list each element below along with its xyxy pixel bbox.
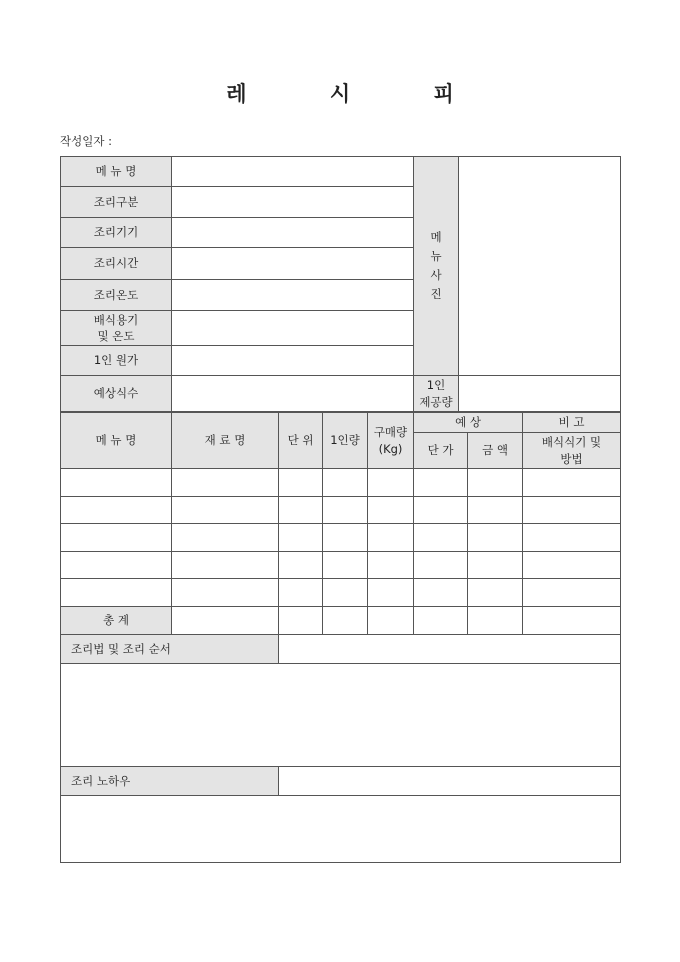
table-cell[interactable] [368,607,414,635]
table-cell[interactable] [323,607,368,635]
table-cell[interactable] [172,469,279,497]
table-cell[interactable] [279,469,323,497]
table-cell[interactable] [323,552,368,579]
menu-photo-area[interactable] [459,157,621,376]
cook-time-field[interactable] [172,248,414,280]
table-cell[interactable] [61,497,172,524]
table-cell[interactable] [61,552,172,579]
ing-header-amount: 금 액 [468,433,523,469]
table-cell[interactable] [414,607,468,635]
table-cell[interactable] [279,579,323,607]
table-cell[interactable] [279,497,323,524]
cook-temp-label: 조리온도 [61,280,172,311]
total-row [61,607,621,635]
table-cell[interactable] [323,497,368,524]
table-cell[interactable] [523,579,621,607]
table-row [61,524,621,552]
remarks-sub-line-2: 방법 [560,451,583,466]
table-cell[interactable] [279,552,323,579]
table-cell[interactable] [61,524,172,552]
ing-header-unit: 단 위 [279,413,323,469]
table-row [61,579,621,607]
table-cell[interactable] [61,469,172,497]
cook-tool-field[interactable] [172,218,414,248]
ingredient-table [60,412,621,635]
method-content-area[interactable] [61,664,621,767]
table-cell[interactable] [368,552,414,579]
portion-line-2: 제공량 [419,394,453,409]
table-row [61,497,621,524]
ing-header-remarks: 비 고 [523,413,621,433]
table-cell[interactable] [414,469,468,497]
cook-time-label: 조리시간 [61,248,172,280]
table-cell[interactable] [523,524,621,552]
table-cell[interactable] [368,469,414,497]
cook-temp-field[interactable] [172,280,414,311]
table-cell[interactable] [172,497,279,524]
remarks-sub-line-1: 배식식기 및 [541,435,602,450]
knowhow-label: 조리 노하우 [61,767,279,796]
total-label: 총 계 [61,607,172,635]
page-title: 레 시 피 [226,81,492,106]
table-cell[interactable] [414,497,468,524]
cook-type-label: 조리구분 [61,187,172,218]
serve-vessel-line-2: 및 온도 [97,329,135,343]
serve-vessel-field[interactable] [172,311,414,346]
table-cell[interactable] [368,497,414,524]
table-cell[interactable] [323,469,368,497]
menu-name-label: 메 뉴 명 [61,157,172,187]
table-row [61,469,621,497]
table-cell[interactable] [172,579,279,607]
method-table [60,634,621,863]
table-cell[interactable] [368,579,414,607]
table-cell[interactable] [468,607,523,635]
menu-photo-char-2: 뉴 [430,249,442,264]
expected-count-field[interactable] [172,376,414,412]
knowhow-title-field[interactable] [279,767,621,796]
table-cell[interactable] [523,497,621,524]
menu-photo-char-4: 진 [430,286,442,301]
table-cell[interactable] [414,524,468,552]
table-cell[interactable] [279,524,323,552]
table-cell[interactable] [468,524,523,552]
serve-vessel-line-1: 배식용기 [93,312,139,327]
method-title-field[interactable] [279,635,621,664]
table-cell[interactable] [323,524,368,552]
menu-photo-char-3: 사 [430,268,442,282]
cook-type-field[interactable] [172,187,414,218]
table-cell[interactable] [172,607,279,635]
ing-header-material: 재 료 명 [172,413,279,469]
ing-header-remarks-sub [523,433,621,469]
serve-vessel-label [61,311,172,346]
date-label: 작성일자 : [60,134,112,148]
table-cell[interactable] [368,524,414,552]
ing-header-menu: 메 뉴 명 [61,413,172,469]
table-cell[interactable] [523,469,621,497]
unit-cost-field[interactable] [172,346,414,376]
purchase-line-2: (Kg) [378,441,403,456]
menu-photo-char-1: 메 [430,230,442,245]
table-cell[interactable] [172,524,279,552]
ing-header-estimate: 예 상 [414,413,523,433]
portion-line-1: 1인 [426,378,446,393]
table-cell[interactable] [468,469,523,497]
ing-header-unit-price: 단 가 [414,433,468,469]
menu-name-field[interactable] [172,157,414,187]
ing-header-per-person: 1인량 [323,413,368,469]
table-cell[interactable] [323,579,368,607]
table-row [61,552,621,579]
cook-tool-label: 조리기기 [61,218,172,248]
table-cell[interactable] [468,579,523,607]
table-cell[interactable] [523,552,621,579]
recipe-info-table [60,156,621,412]
portion-label [414,376,459,412]
menu-photo-label [414,157,459,376]
expected-count-label: 예상식수 [61,376,172,412]
table-cell[interactable] [61,579,172,607]
unit-cost-label: 1인 원가 [61,346,172,376]
method-label: 조리법 및 조리 순서 [61,635,279,664]
table-cell[interactable] [172,552,279,579]
table-cell[interactable] [523,607,621,635]
ing-header-purchase [368,413,414,469]
table-cell[interactable] [414,579,468,607]
table-cell[interactable] [279,607,323,635]
table-cell[interactable] [468,497,523,524]
purchase-line-1: 구매량 [373,425,408,440]
portion-field[interactable] [459,376,621,412]
table-cell[interactable] [468,552,523,579]
knowhow-content-area[interactable] [61,796,621,863]
table-cell[interactable] [414,552,468,579]
